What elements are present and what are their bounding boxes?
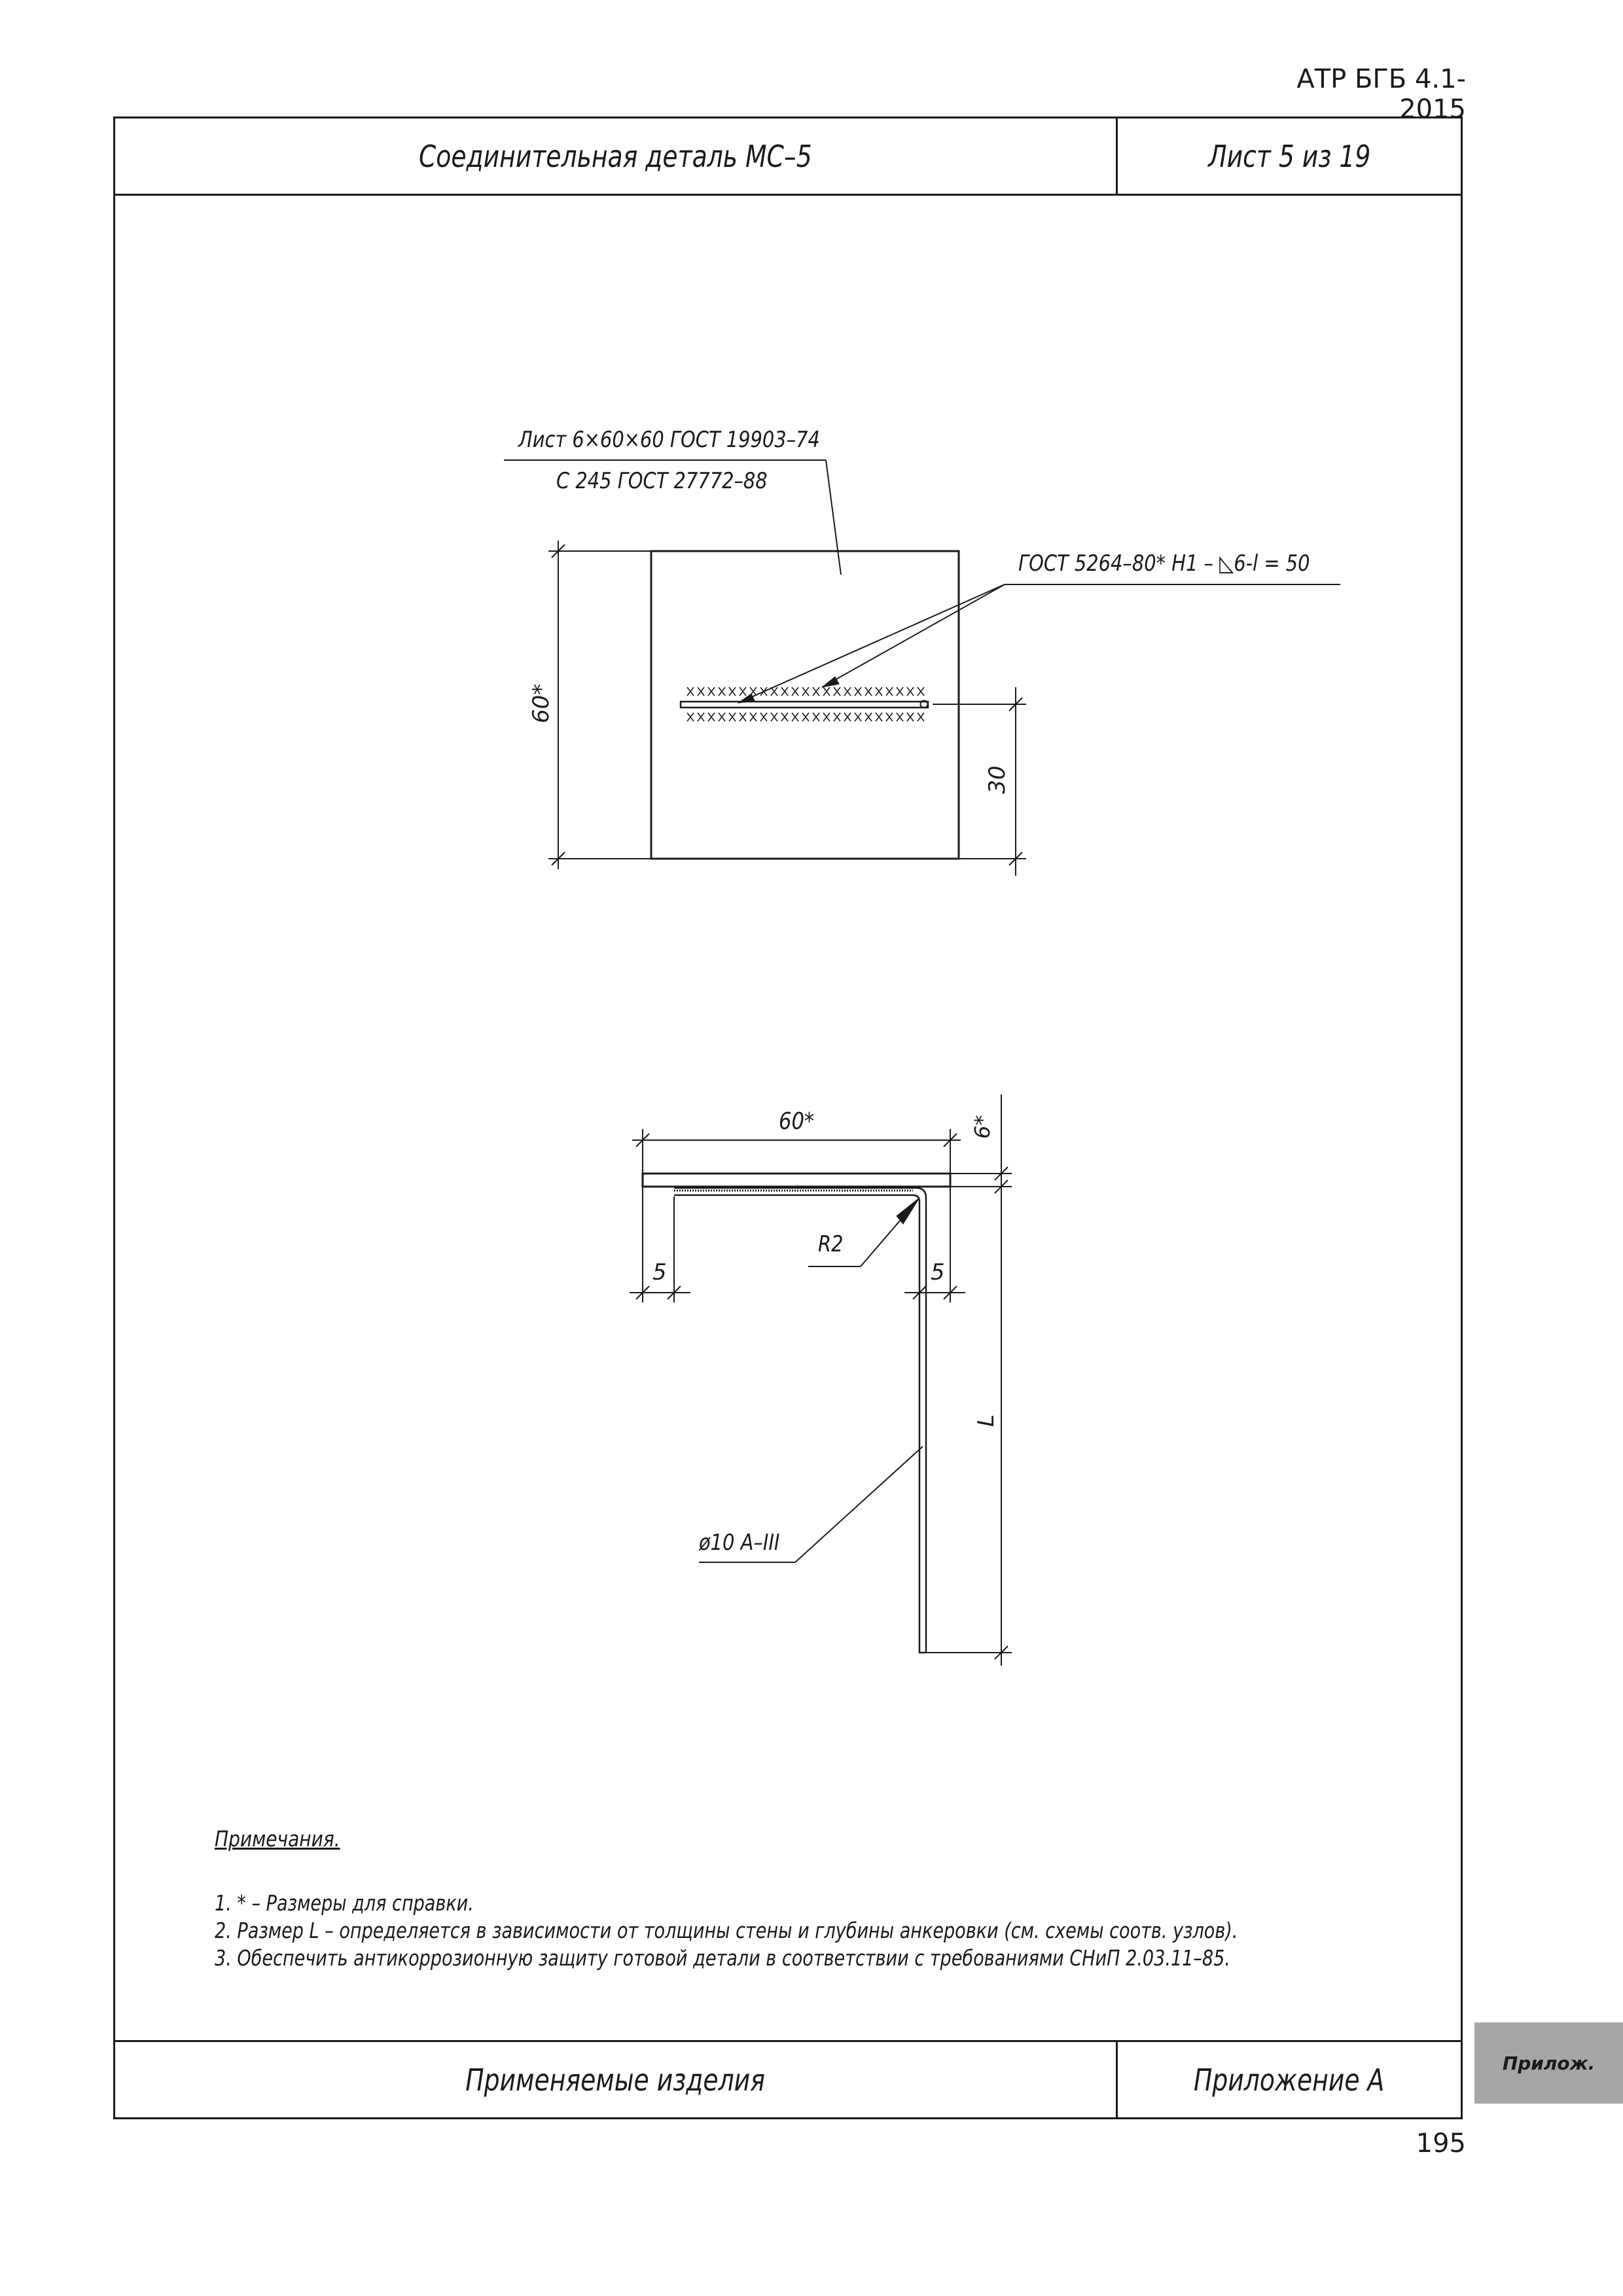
note-item: 1. * – Размеры для справки. — [215, 1890, 474, 1916]
steel-plate-outline — [651, 551, 959, 859]
rebar-section — [674, 1188, 926, 1653]
sheet-number: Лист 5 из 19 — [1207, 138, 1371, 174]
material-leader-line — [826, 460, 841, 575]
rebar-label: ø10 А–III — [699, 1530, 780, 1556]
radius-arrow — [897, 1198, 919, 1224]
rebar-plan — [681, 702, 928, 708]
dim-height-label: 60* — [528, 683, 554, 723]
plate-section — [643, 1174, 950, 1187]
appendix-label: Приложение А — [1194, 2062, 1385, 2098]
footer-title: Применяемые изделия — [465, 2062, 766, 2098]
rebar-section-inner — [674, 1195, 926, 1653]
side-view — [630, 1094, 1012, 1666]
length-label: L — [973, 1414, 999, 1427]
appendix-side-tab[interactable]: Прилож. — [1474, 2022, 1623, 2104]
notes-title: Примечания. — [215, 1826, 340, 1852]
weld-leader-line-2 — [822, 584, 1005, 687]
dim-width-label: 60* — [779, 1107, 815, 1135]
rebar-leader-line — [795, 1446, 923, 1562]
dim-right-label: 5 — [931, 1259, 945, 1285]
radius-label: R2 — [818, 1231, 844, 1257]
drawing-title: Соединительная деталь МС–5 — [419, 138, 812, 174]
dim-thickness-label: 6* — [970, 1115, 995, 1139]
plan-view — [504, 460, 1340, 876]
weld-spec: ГОСТ 5264–80* Н1 – ◺6-l = 50 — [1018, 550, 1310, 577]
notes-block — [215, 1826, 1393, 1972]
note-item: 3. Обеспечить антикоррозионную защиту готовой детали в соответствии с требованиями СНиП 2.03.11–85. — [215, 1945, 1230, 1971]
dim-left-label: 5 — [652, 1259, 667, 1285]
weld-leader-line-1 — [738, 584, 1005, 703]
weld-hatch-bottom — [687, 713, 924, 721]
note-item: 2. Размер L – определяется в зависимости от толщины стены и глубины анкеровки (см. схемы соотв. узлов). — [215, 1918, 1238, 1943]
dim-offset-label: 30 — [984, 765, 1010, 794]
page-number: 195 — [1416, 2128, 1466, 2159]
weld-hatch-top — [687, 687, 924, 696]
material-spec-line2: С 245 ГОСТ 27772–88 — [556, 468, 768, 494]
document-code: АТР БГБ 4.1-2015 — [1296, 64, 1466, 124]
weld-arrow-2 — [822, 677, 839, 687]
material-spec-line1: Лист 6×60×60 ГОСТ 19903–74 — [518, 427, 820, 453]
